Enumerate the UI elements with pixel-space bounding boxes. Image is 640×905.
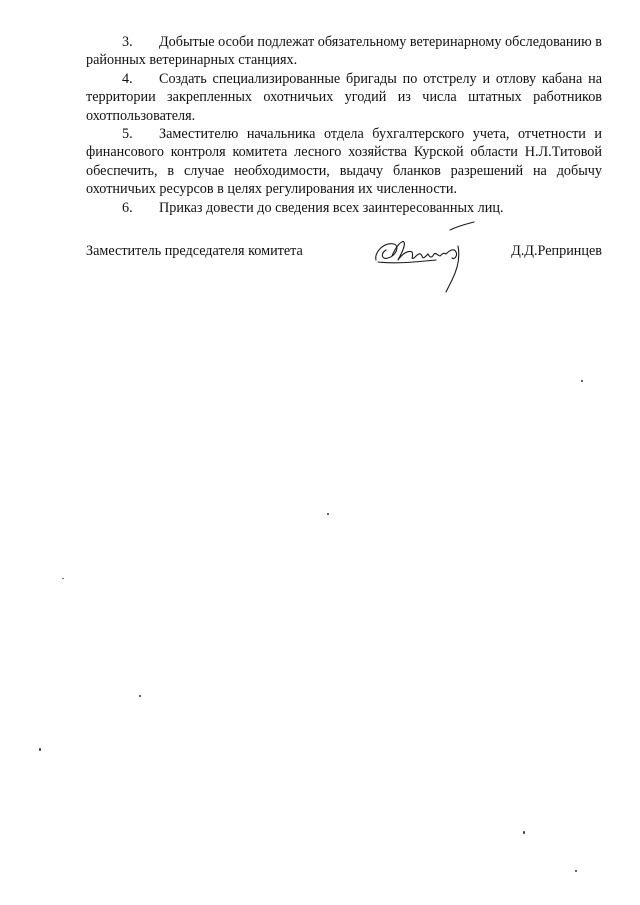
scan-speck (581, 380, 583, 382)
item-text: Добытые особи подлежат обязательному ветеринарному обследованию в районных ветеринарных станциях. (86, 34, 602, 69)
order-item-4 (86, 70, 602, 125)
scan-speck (575, 870, 577, 872)
scan-speck (139, 695, 141, 697)
scan-speck (523, 831, 525, 834)
signatory-title: Заместитель председателя комитета (86, 243, 303, 259)
scan-speck (327, 513, 329, 515)
item-number: 4. (122, 70, 133, 87)
order-item-6 (86, 199, 602, 217)
item-number: 3. (122, 34, 133, 50)
scan-speck (62, 578, 64, 579)
order-item-3 (86, 33, 602, 70)
item-text: Заместителю начальника отдела бухгалтерского учета, отчетности и финансового контроля комитета лесного хозяйства Курской области Н.Л.Титовой обеспечить, в случае необходимости, выдачу бланков разрешений на добычу охотничьих ресурсов в целях регулирования их численности. (86, 126, 602, 198)
item-number: 5. (122, 126, 133, 143)
signatory-name: Д.Д.Репринцев (511, 243, 602, 259)
order-items (86, 33, 602, 217)
order-item-5 (86, 125, 602, 199)
signature-block (86, 238, 602, 288)
item-text: Приказ довести до сведения всех заинтересованных лиц. (159, 199, 504, 216)
scan-speck (39, 748, 41, 751)
handwritten-signature (366, 216, 486, 296)
item-number: 6. (122, 199, 133, 216)
item-text: Создать специализированные бригады по отстрелу и отлову кабана на территории закрепленных охотничьих угодий из числа штатных работников охотпользователя. (86, 70, 602, 124)
